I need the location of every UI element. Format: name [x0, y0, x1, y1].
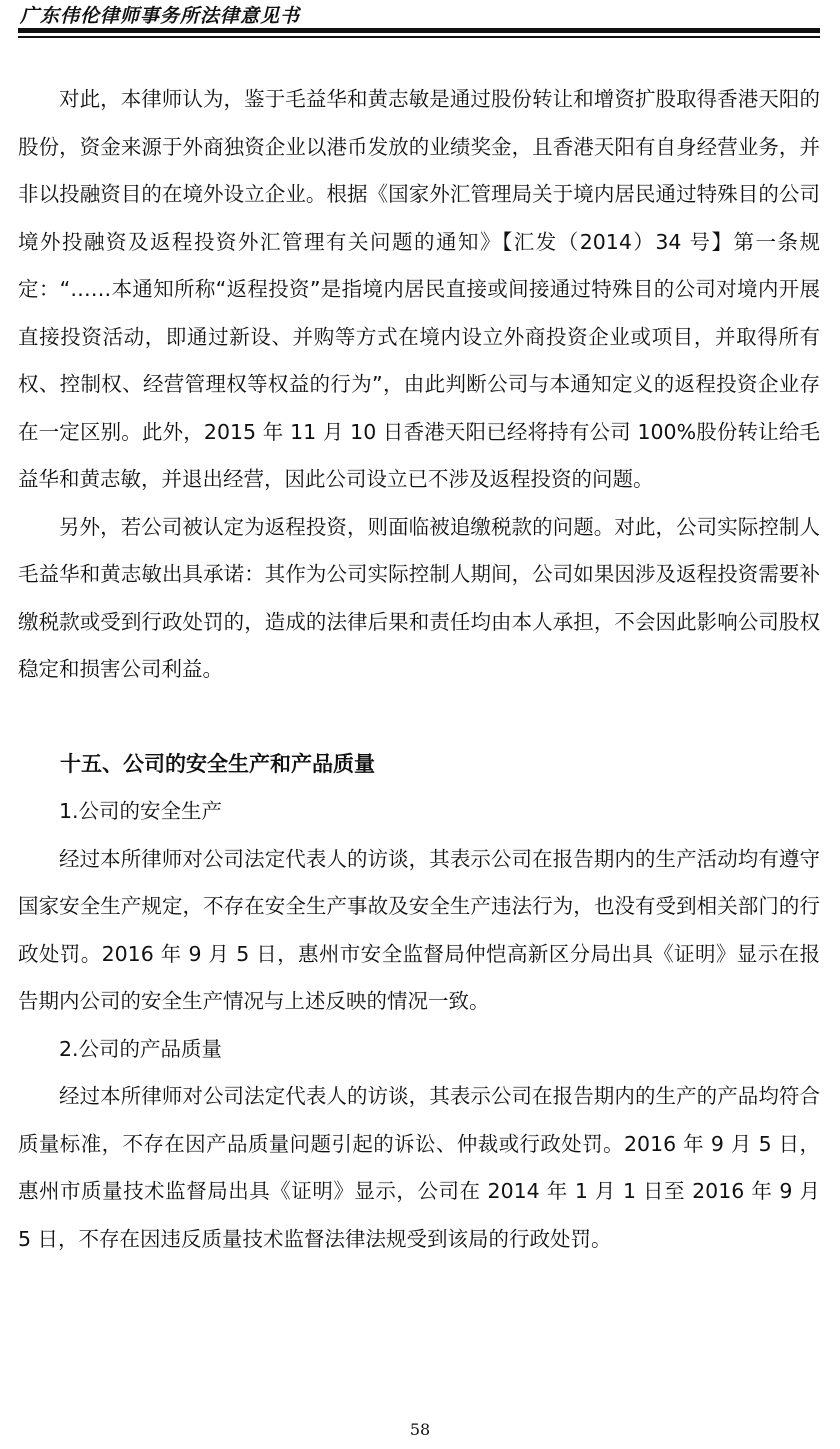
subsection-paragraph-quality: 经过本所律师对公司法定代表人的访谈，其表示公司在报告期内的生产的产品均符合质量标准，不存在因产品质量问题引起的诉讼、仲裁或行政处罚。2016 年 9 月 5 日，惠州市质量技术监督局出具《证明》显示，公司在 2014 年 1 月 1 日至 2016 年 9 月 5 日，不存在因违反质量技术监督法律法规受到该局的行政处罚。: [18, 1084, 820, 1251]
body-paragraph: 另外，若公司被认定为返程投资，则面临被追缴税款的问题。对此，公司实际控制人毛益华和黄志敏出具承诺：其作为公司实际控制人期间，公司如果因涉及返程投资需要补缴税款或受到行政处罚的，造成的法律后果和责任均由本人承担，不会因此影响公司股权稳定和损害公司利益。: [18, 514, 820, 681]
page-number: 58: [409, 1420, 431, 1439]
header-rule-thick: [18, 28, 820, 33]
subsection-heading-safety: 1.公司的安全生产: [59, 799, 223, 823]
subsection-heading-quality: 2.公司的产品质量: [59, 1036, 223, 1061]
section-heading: 十五、公司的安全生产和产品质量: [60, 751, 375, 776]
header-rule-thin: [18, 36, 820, 38]
document-header-title: 广东伟伦律师事务所法律意见书: [20, 5, 301, 27]
subsection-paragraph-safety: 经过本所律师对公司法定代表人的访谈，其表示公司在报告期内的生产活动均有遵守国家安全生产规定，不存在安全生产事故及安全生产违法行为，也没有受到相关部门的行政处罚。2016 年 9 月 5 日，惠州市安全监督局仲恺高新区分局出具《证明》显示在报告期内公司的安全生产情况与上述反映的情况一致。: [18, 846, 820, 1013]
body-paragraph: 对此，本律师认为，鉴于毛益华和黄志敏是通过股份转让和增资扩股取得香港天阳的股份，资金来源于外商独资企业以港币发放的业绩奖金，且香港天阳有自身经营业务，并非以投融资目的在境外设立企业。根据《国家外汇管理局关于境内居民通过特殊目的公司境外投融资及返程投资外汇管理有关问题的通知》【汇发（2014）34 号】第一条规定：“……本通知所称“返程投资”是指境内居民直接或间接通过特殊目的公司对境内开展直接投资活动，即通过新设、并购等方式在境内设立外商投资企业或项目，并取得所有权、控制权、经营管理权等权益的行为”，由此判断公司与本通知定义的返程投资企业存在一定区别。此外，2015 年 11 月 10 日香港天阳已经将持有公司 100%股份转让给毛益华和黄志敏，并退出经营，因此公司设立已不涉及返程投资的问题。: [18, 87, 820, 491]
section-spacer: [18, 694, 820, 741]
document-body: [18, 76, 820, 1263]
